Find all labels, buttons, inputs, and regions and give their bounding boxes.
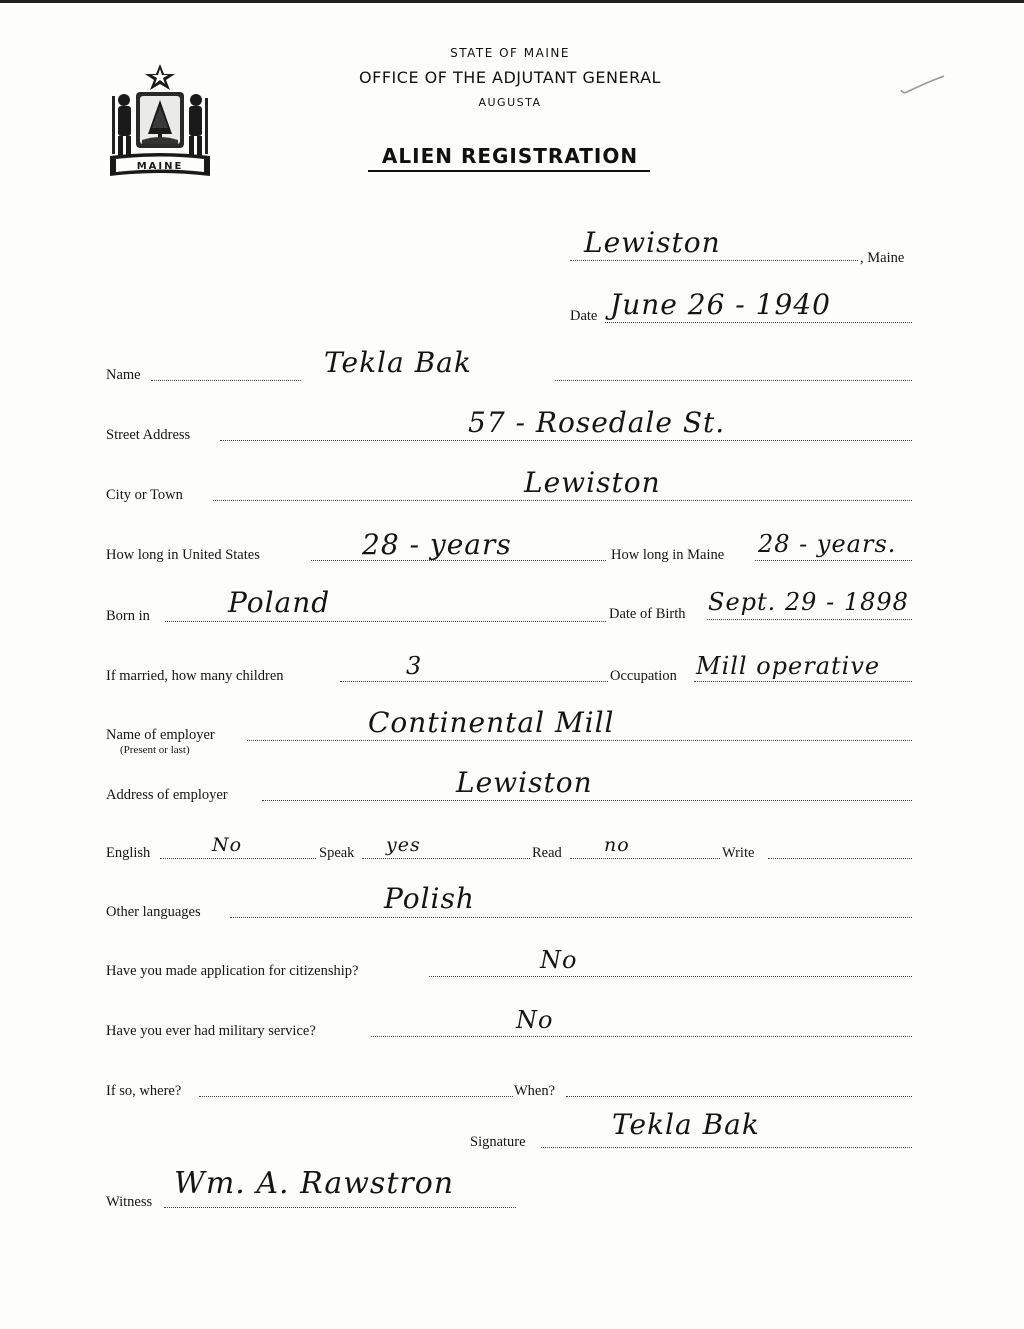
when-label: When? bbox=[514, 1083, 556, 1099]
date-line bbox=[605, 322, 912, 323]
title-underline bbox=[368, 170, 650, 172]
citizenship-line bbox=[429, 976, 912, 977]
children-label: If married, how many children bbox=[106, 668, 284, 684]
occupation-value: Mill operative bbox=[696, 652, 881, 680]
speak-line bbox=[362, 858, 530, 859]
when-line bbox=[566, 1096, 912, 1097]
born-in-line bbox=[165, 621, 606, 622]
military-value: No bbox=[516, 1006, 554, 1034]
english-value: No bbox=[212, 834, 243, 856]
occupation-line bbox=[694, 681, 912, 682]
how-long-us-value: 28 - years bbox=[362, 528, 512, 561]
children-line bbox=[340, 681, 608, 682]
date-of-birth-label: Date of Birth bbox=[609, 606, 686, 622]
place-value: Lewiston bbox=[584, 226, 721, 259]
employer-address-label: Address of employer bbox=[106, 787, 228, 803]
military-label: Have you ever had military service? bbox=[106, 1023, 316, 1039]
born-in-value: Poland bbox=[228, 586, 331, 619]
employer-address-value: Lewiston bbox=[456, 766, 593, 799]
how-long-maine-line bbox=[755, 560, 912, 561]
city-label: City or Town bbox=[106, 487, 183, 503]
header-state: STATE OF MAINE bbox=[450, 46, 570, 60]
born-in-label: Born in bbox=[106, 608, 150, 624]
military-line bbox=[371, 1036, 912, 1037]
children-value: 3 bbox=[406, 652, 423, 680]
citizenship-value: No bbox=[540, 946, 578, 974]
name-line-right bbox=[555, 380, 912, 381]
english-line bbox=[160, 858, 316, 859]
citizenship-label: Have you made application for citizenship? bbox=[106, 963, 359, 979]
city-value: Lewiston bbox=[524, 466, 661, 499]
header-office: OFFICE OF THE ADJUTANT GENERAL bbox=[359, 68, 661, 87]
if-so-where-line bbox=[199, 1096, 513, 1097]
name-line-left bbox=[151, 380, 301, 381]
form-title: ALIEN REGISTRATION bbox=[381, 144, 639, 168]
employer-label: Name of employer bbox=[106, 727, 215, 743]
seal-banner-text: MAINE bbox=[136, 161, 184, 172]
speak-value: yes bbox=[386, 834, 421, 856]
street-address-line bbox=[220, 440, 912, 441]
name-value: Tekla Bak bbox=[324, 346, 472, 379]
date-value: June 26 - 1940 bbox=[610, 288, 831, 321]
street-address-value: 57 - Rosedale St. bbox=[468, 406, 726, 439]
employer-value: Continental Mill bbox=[368, 706, 615, 739]
english-label: English bbox=[106, 845, 151, 861]
city-line bbox=[213, 500, 912, 501]
other-languages-label: Other languages bbox=[106, 904, 201, 920]
how-long-maine-label: How long in Maine bbox=[611, 547, 725, 563]
place-line bbox=[570, 260, 858, 261]
check-mark-icon bbox=[898, 74, 948, 96]
other-languages-line bbox=[230, 917, 912, 918]
employer-sublabel: (Present or last) bbox=[120, 744, 190, 756]
employer-line bbox=[247, 740, 912, 741]
read-value: no bbox=[604, 834, 630, 856]
date-of-birth-value: Sept. 29 - 1898 bbox=[708, 588, 909, 616]
signature-value: Tekla Bak bbox=[612, 1108, 760, 1141]
date-label: Date bbox=[570, 308, 598, 324]
witness-value: Wm. A. Rawstron bbox=[174, 1166, 455, 1201]
signature-label: Signature bbox=[470, 1134, 526, 1150]
witness-line bbox=[164, 1207, 516, 1208]
place-suffix: , Maine bbox=[860, 250, 905, 266]
date-of-birth-line bbox=[707, 619, 912, 620]
top-border bbox=[0, 0, 1024, 3]
signature-line bbox=[541, 1147, 912, 1148]
witness-label: Witness bbox=[106, 1194, 153, 1210]
how-long-maine-value: 28 - years. bbox=[758, 530, 897, 558]
if-so-where-label: If so, where? bbox=[106, 1083, 182, 1099]
header-city: AUGUSTA bbox=[478, 96, 542, 109]
read-line bbox=[570, 858, 720, 859]
write-line bbox=[768, 858, 912, 859]
how-long-us-label: How long in United States bbox=[106, 547, 260, 563]
other-languages-value: Polish bbox=[384, 882, 475, 915]
state-of-maine-seal bbox=[106, 58, 214, 186]
speak-label: Speak bbox=[319, 845, 355, 861]
name-label: Name bbox=[106, 367, 141, 383]
read-label: Read bbox=[532, 845, 562, 861]
employer-address-line bbox=[262, 800, 912, 801]
write-label: Write bbox=[722, 845, 755, 861]
street-address-label: Street Address bbox=[106, 427, 191, 443]
occupation-label: Occupation bbox=[610, 668, 677, 684]
